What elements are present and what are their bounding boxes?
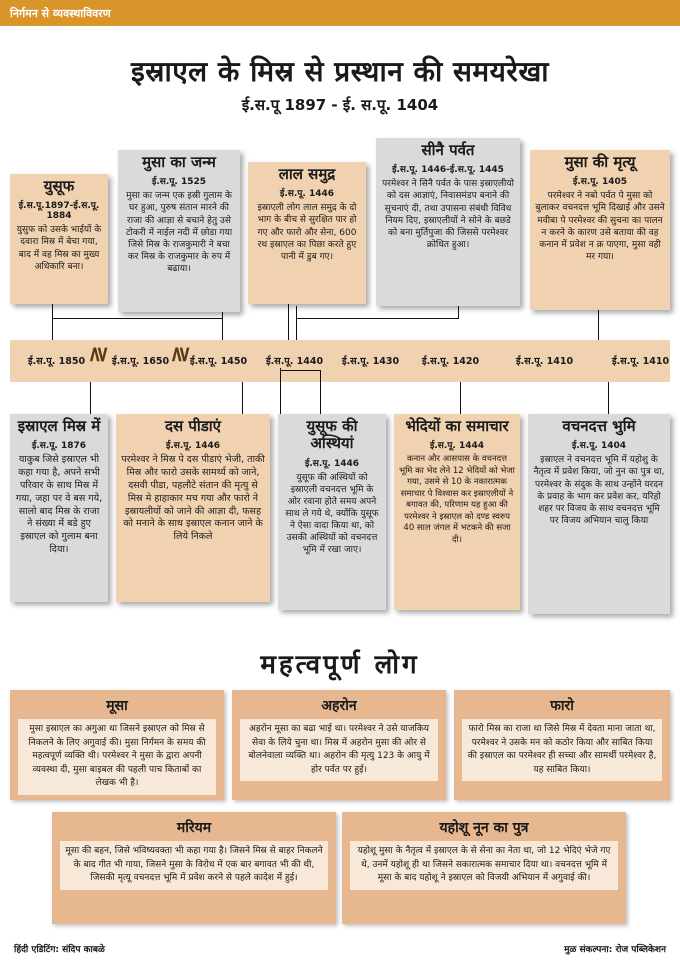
connector-line: [242, 382, 243, 414]
event-text: परमेश्वर ने नबो पर्वत पे मुसा को बुलाकर वचनदत्त भूमि दिखाई और उसने मवीबा पे परमेश्वर की सुचना का पालन न करने के कारण उसे बताया की वह कनान में प्रवेश न क्र पाएगा, मुसा वही मर गया।: [535, 191, 665, 262]
connector-line: [280, 368, 281, 414]
event-title: इस्राएल मिस्र में: [17, 417, 101, 435]
timeline-tick: ई.स.पू. 1410: [516, 356, 574, 367]
person-text: यहोशू मुसा के नैतृत्व में इस्राएल के से सेना का नेता था, जो 12 भेदिएं भेजे गए थे, उनमें यहोशू ही था जिसने सकारात्मक समाचार दिया था। वचनदत्त भूमि में मूसा के बाद यहोशू ने इस्राएल को विजयी अभियान में अगुवाई की।: [350, 841, 618, 890]
connector-line: [52, 304, 53, 344]
zigzag-break-icon: ≷: [168, 345, 194, 364]
people-section-title: महत्वपूर्ण लोग: [260, 650, 420, 680]
event-box-moses-death: [530, 150, 670, 310]
connector-line: [598, 310, 599, 344]
event-text: इस्राएली लोग लाल समुद्र के दो भाग के बीच से सुरक्षित पार हो गए और फारो और सेना, 600 रथ इस्राएल का पिछा करते हुए पानी में डुब गए।: [257, 203, 357, 262]
person-name: अहरोन: [321, 698, 357, 714]
event-box-yusuf: [10, 174, 108, 304]
timeline-tick: ई.स.पू. 1410: [612, 356, 670, 367]
event-date: ई.स.पू. 1446-ई.स.पू. 1445: [392, 165, 504, 176]
person-card-miriam: [52, 812, 336, 924]
event-text: कनान और आसपास के वचनदत्त भूमि का भेद लेने 12 भेदियों को भेजा गया, उसमे से 10 के नकारात्मक समाचार पे विश्वास कर इस्राएलीयों ने बगावत की, परिणाम यह हुआ की परमेश्वर ने इस्राएल को दण्ड स्वरुप 40 साल जंगल में भटकने की सजा दी।: [399, 454, 515, 545]
event-date: ई.स.पू. 1446: [304, 458, 360, 469]
connector-line: [296, 306, 297, 344]
event-box-ten-plagues: [116, 414, 270, 602]
person-name: मूसा: [106, 698, 128, 714]
event-text: परमेश्वर ने मिस्र पे दस पीडाएं भेजी, ताकी मिस्र और फारो उसके सामर्थ्य को जाने, दसवी पीडा, पहलौटे संतान की मृत्यु से मिस्र मे हाहाकार मच गया और फारो ने इस्रायलीयों को जाने की आज्ञा दी, फसह को मनाने के साथ इस्राएल कनान जाने के लिये निकले: [121, 454, 265, 543]
person-card-joshua: [342, 812, 626, 924]
event-date: ई.स.पू. 1405: [572, 177, 628, 188]
event-box-promised-land: [528, 414, 670, 614]
event-date: ई.स.पू. 1446: [279, 189, 335, 200]
event-title: मुसा का जन्म: [142, 153, 216, 171]
header-label: निर्गमन से व्यवस्थाविवरण: [10, 7, 111, 20]
person-card-moses: [10, 690, 224, 800]
person-card-pharaoh: [454, 690, 670, 800]
event-title: वचनदत्त भुमि: [562, 417, 636, 435]
timeline-tick: ई.स.पू. 1430: [342, 356, 400, 367]
event-box-joseph-bones: [278, 414, 386, 610]
timeline-tick: ई.स.पू. 1450: [190, 356, 248, 367]
event-title: युसूफ: [43, 177, 75, 195]
zigzag-break-icon: ≷: [86, 345, 112, 364]
person-text: मूसा की बहन, जिसे भविष्यवक्ता भी कहा गया है। जिसने मिस्र से बाहर निकलने के बाद गीत भी गाया, जिसने मुसा के विरोध में एक बार बगावत भी की थी, जिसकी मृत्यू वचनदत्त भूमि में प्रवेश करने से पहले कादेश में हुई।: [60, 841, 328, 890]
event-text: परमेश्वर ने सिनै पर्वत के पास इस्राएलीयो को दस आज्ञाएं, निवासमंडप बनाने की सुचनाएं दी, तथा उपासना संबंधी विविध नियम दिए, इस्राएलीयों ने सोने के बछडे को बना मुर्तिपुजा की जिससे परमेश्वर क्रोधित हुआ।: [382, 179, 514, 250]
event-date: ई.स.पू. 1446: [165, 441, 221, 452]
event-title: सीनै पर्वत: [421, 141, 475, 159]
connector-line: [52, 318, 222, 319]
footer-credit-concept: मुळ संकल्पना: रोज पब्लिकेशन: [564, 945, 666, 955]
event-text: मुसा का जन्म एक इस्री गुलाम के घर हुआ, पुरुष संतान मारने की राजा की आज्ञा से बचाने हेतु उसे टोकरी में नाईल नदी में छोडा गया जिसे मिस्र के राजकुमारी ने बचा कर मिस्र के राजकुमार के रुप में बढाया।: [125, 191, 233, 275]
event-box-moses-birth: [118, 150, 240, 312]
connector-line: [222, 312, 223, 340]
footer-credit-editing: हिंदी एडिटिंग: संदिप काबळे: [14, 945, 105, 955]
event-title: दस पीडाएं: [165, 417, 221, 435]
person-card-aaron: [232, 690, 446, 800]
timeline-tick: ई.स.पू. 1440: [266, 356, 324, 367]
connector-line: [608, 382, 609, 414]
event-text: याकुब जिसे इस्राएल भी कहा गया है, अपने सभी परिवार के साथ मिस्र में गया, जहा पर वे बस गये, सालो बाद मिस्र के राजा ने संख्या में बडे हुए इस्राएल को गुलाम बना दिया।: [15, 454, 103, 555]
event-date: ई.स.पू. 1444: [429, 441, 485, 452]
person-text: अहरोन मूसा का बढा भाई था। परमेश्वर ने उसे याजकिय सेवा के लिये चुना था। मिस्र में अहरोन मुसा की ओर से बोलनेवाला व्यक्ति था। अहरोन की मृत्यु 123 के आयु में होर पर्वत पर हुई।: [240, 719, 438, 781]
person-name: मरियम: [176, 820, 212, 836]
event-box-spies-report: [394, 414, 520, 610]
person-text: मुसा इस्राएल का अगुआ था जिसने इस्राएल को मिस्र से निकलने के लिए अगुवाई की। मुसा निर्गमन के समय की महत्वपूर्ण व्यक्ति थी। परमेश्वर ने मुसा के द्वारा अपनी व्यवस्था दी, मुसा बाइबल की पहली पाच किताबों का लेखक भी है।: [18, 719, 216, 795]
event-title: लाल समुद्र: [278, 165, 336, 183]
person-name: यहोशू नून का पुत्र: [439, 820, 529, 836]
timeline-tick: ई.स.पू. 1650: [112, 356, 170, 367]
person-text: फारो मिस्र का राजा था जिसे मिस्र में देवता माना जाता था, परमेश्वर ने उसके मन को कठोर किया और साबित किया की इस्राएल का परमेश्वर ही सच्चा और सामर्थी परमेश्वर है, यह साबित किया।: [462, 719, 662, 781]
event-date: ई.स.पू.1897-ई.स.पू. 1884: [18, 201, 100, 222]
event-box-israel-in-egypt: [10, 414, 108, 602]
timeline-tick: ई.स.पू. 1420: [422, 356, 480, 367]
event-box-red-sea: [248, 162, 366, 304]
event-date: ई.स.पू. 1525: [151, 177, 207, 188]
page-subtitle: ई.स.पू 1897 - ई. स.पू. 1404: [241, 96, 439, 114]
connector-line: [288, 304, 289, 344]
event-text: युसुफ को उसके भाईयों के दवारा मिस्र में बेचा गया, बाद में वह मिस्र का मुख्य अधिकारि बना।: [16, 225, 102, 272]
event-text: इस्राएल ने वचनदत्त भूमि में यहोशु के नैतृत्व में प्रवेश किया, जो नुन का पुत्र था, परमेश्वर के संदुक के साथ उन्होंने यरदन के प्रवाह के भाग कर प्रवेश कर, यरिहो शहर पर विजय के साथ वचनदत्त भूमि पर विजय अभियान चालु किया: [533, 455, 665, 526]
event-title: युसूफ की अस्थियां: [306, 417, 358, 453]
header-bar: [0, 0, 680, 26]
connector-line: [296, 318, 458, 319]
person-name: फारो: [550, 698, 574, 714]
event-box-mount-sinai: [376, 138, 520, 306]
connector-line: [320, 370, 321, 414]
connector-line: [458, 306, 459, 319]
page-title: इस्राएल के मिस्र से प्रस्थान की समयरेखा: [130, 55, 550, 88]
event-date: ई.स.पू. 1876: [31, 441, 87, 452]
event-date: ई.स.पू. 1404: [571, 441, 627, 452]
event-title: मुसा की मृत्यू: [564, 153, 636, 171]
connector-line: [90, 382, 91, 414]
event-text: युसूफ की अस्थियों को इस्राएली वचनदत्त भूमि के ओर रवाना होते समय अपने साथ ले गये थे, क्योंकि युसूफ ने ऐसा वादा किया था, को उसकी अस्थियों को वचनदत्त भूमि में रखा जाए।: [285, 472, 379, 556]
timeline-tick: ई.स.पू. 1850: [28, 356, 86, 367]
connector-line: [460, 382, 461, 414]
connector-line: [280, 370, 320, 371]
event-title: भेदियों का समाचार: [405, 417, 509, 435]
